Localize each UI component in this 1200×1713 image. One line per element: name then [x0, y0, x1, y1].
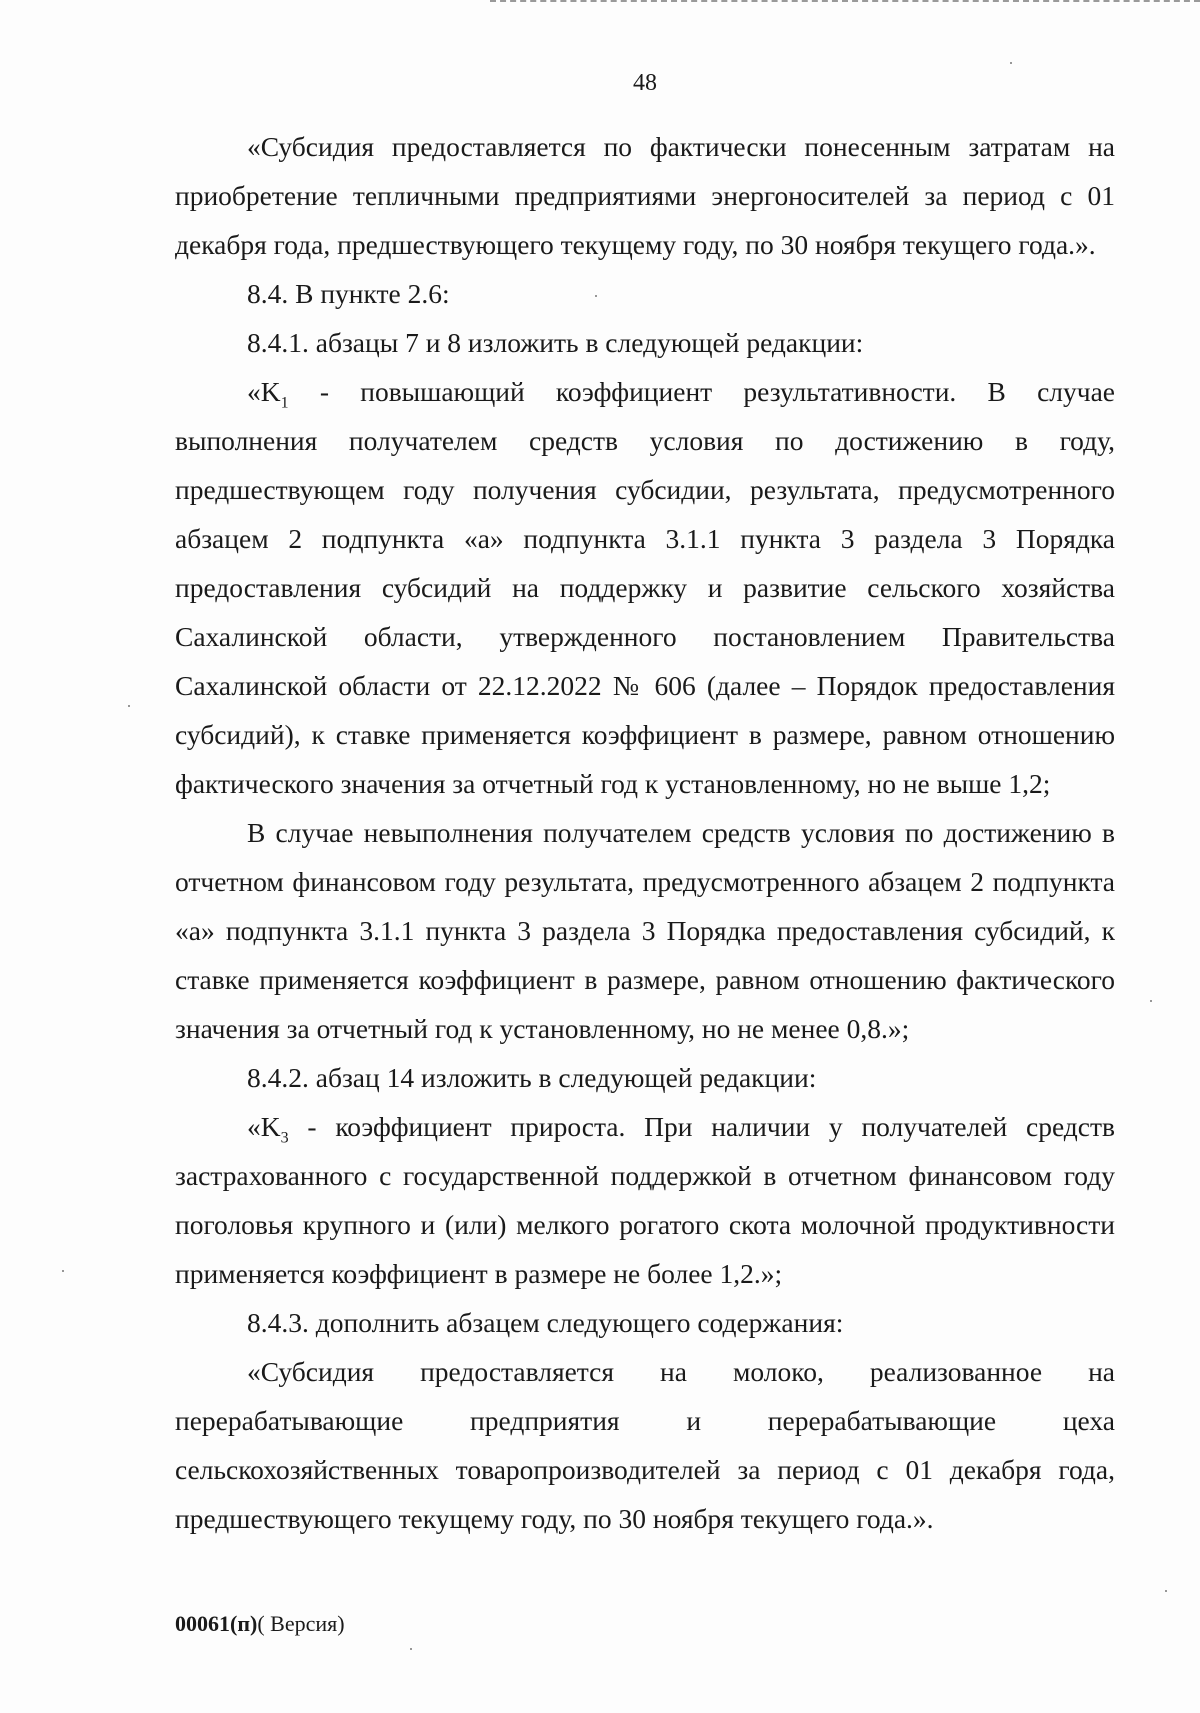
paragraph-clause-8-4-2: 8.4.2. абзац 14 изложить в следующей редакции:: [247, 1062, 817, 1093]
document-footer: [175, 1611, 345, 1637]
page-number: 48: [633, 70, 657, 96]
k1-subscript: 1: [280, 394, 289, 412]
paragraph-k3-coefficient: [175, 1102, 1115, 1298]
document-body: [175, 122, 1115, 1543]
k3-definition: - коэффициент прироста. При наличии у получателей средств застрахованного с государственной поддержкой в отчетном финансовом году поголовья крупного и (или) мелкого рогатого скота молочной продуктивности применяется коэффициент в размере не более 1,2.»;: [175, 1111, 1115, 1289]
paragraph-greenhouse-subsidy: «Субсидия предоставляется по фактически понесенным затратам на приобретение тепличными предприятиями энергоносителей за период с 01 декабря года, предшествующего текущему году, по 30 ноября текущего года.».: [175, 131, 1115, 260]
scan-speck: [1150, 1000, 1152, 1002]
scan-speck: [410, 1648, 412, 1650]
paragraph-clause-8-4-1: 8.4.1. абзацы 7 и 8 изложить в следующей редакции:: [247, 327, 864, 358]
document-version: ( Версия): [257, 1611, 345, 1636]
paragraph-clause-8-4: 8.4. В пункте 2.6:: [247, 278, 450, 309]
scan-speck: [62, 1270, 64, 1272]
paragraph-non-fulfillment: В случае невыполнения получателем средств условия по достижению в отчетном финансовом году результата, предусмотренного абзацем 2 подпункта «а» подпункта 3.1.1 пункта 3 раздела 3 Порядка предоставления субсидий, к ставке применяется коэффициент в размере, равном отношению фактического значения за отчетный год к установленному, но не менее 0,8.»;: [175, 817, 1115, 1044]
k1-symbol: «K: [247, 376, 281, 407]
paragraph-clause-8-4-3: 8.4.3. дополнить абзацем следующего содержания:: [247, 1307, 844, 1338]
scan-speck: [595, 295, 597, 297]
top-edge-rule: [490, 0, 1200, 2]
k3-subscript: 3: [280, 1129, 289, 1147]
k3-symbol: «K: [247, 1111, 281, 1142]
scan-speck: [1165, 1590, 1167, 1592]
document-code: 00061(п): [175, 1611, 258, 1636]
paragraph-milk-subsidy: «Субсидия предоставляется на молоко, реализованное на перерабатывающие предприятия и перерабатывающие цеха сельскохозяйственных товаропроизводителей за период с 01 декабря года, предшествующего текущему году, по 30 ноября текущего года.».: [175, 1356, 1115, 1534]
scan-speck: [1010, 62, 1012, 64]
k1-definition: - повышающий коэффициент результативности. В случае выполнения получателем средств условия по достижению в году, предшествующем году получения субсидии, результата, предусмотренного абзацем 2 подпункта «а» подпункта 3.1.1 пункта 3 раздела 3 Порядка предоставления субсидий на поддержку и развитие сельского хозяйства Сахалинской области, утвержденного постановлением Правительства Сахалинской области от 22.12.2022 № 606 (далее – Порядок предоставления субсидий), к ставке применяется коэффициент в размере, равном отношению фактического значения за отчетный год к установленному, но не выше 1,2;: [175, 376, 1115, 799]
scan-speck: [128, 705, 130, 707]
paragraph-k1-coefficient: [175, 367, 1115, 808]
